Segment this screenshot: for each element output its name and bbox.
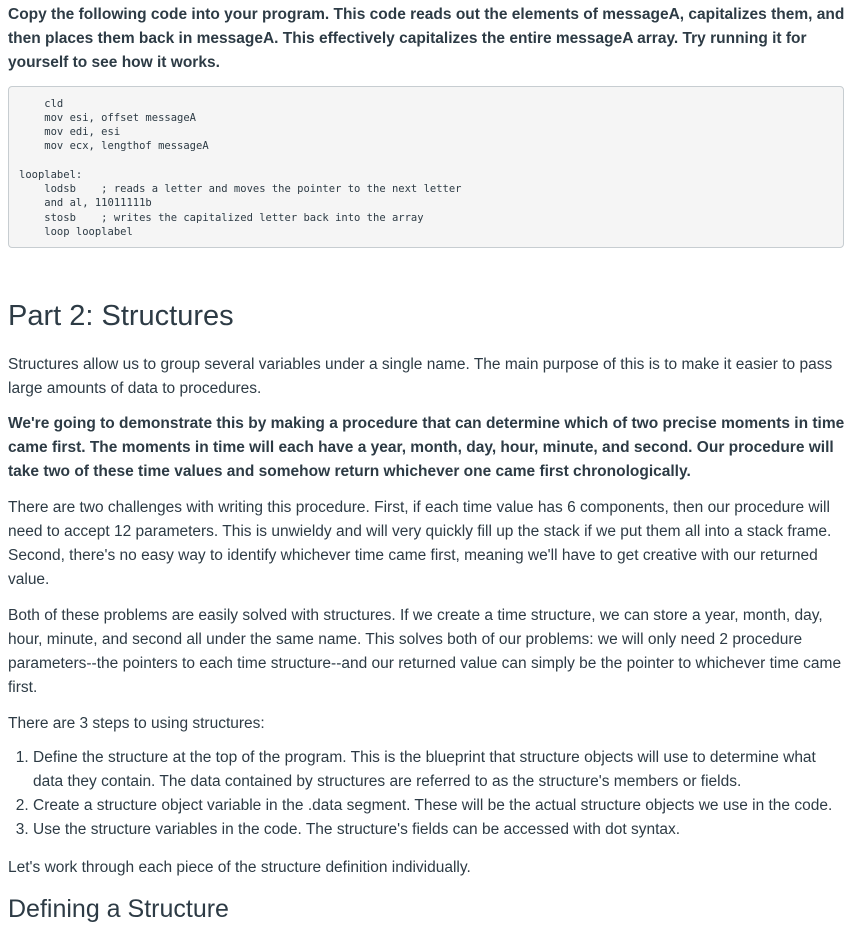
intro-paragraph: Copy the following code into your program. This code reads out the elements of messageA, capitalizes them, and then places them back in messageA. This effectively capitalizes the entire messageA array. Try running it for yourself to see how it works. [8,6,845,71]
steps-list [8,746,848,842]
code-line: mov edi, esi [19,126,121,138]
paragraph-challenges: There are two challenges with writing this procedure. First, if each time value has 6 components, then our procedure will need to accept 12 parameters. This is unwieldy and will very quickly fill up the stack if we put them all into a stack frame. Second, there's no easy way to identify whichever time came first, meaning we'll have to get creative with our returned value. [8,499,832,588]
code-line: lodsb ; reads a letter and moves the pointer to the next letter [19,183,462,195]
code-line: looplabel: [19,169,83,181]
list-item: 1. Define the structure at the top of the program. This is the blueprint that structure objects will use to determine what data they contain. The data contained by structures are referred to as the structure's members or fields. [33,746,848,794]
code-line: cld [19,98,64,110]
code-line: and al, 11011111b [19,197,152,209]
list-item: 3. Use the structure variables in the code. The structure's fields can be accessed with dot syntax. [33,818,848,842]
code-block [8,86,844,248]
code-line: mov esi, offset messageA [19,112,197,124]
page-content [8,0,848,923]
paragraph-steps-intro: There are 3 steps to using structures: [8,715,265,732]
code-line: loop looplabel [19,226,133,238]
list-item: 2. Create a structure object variable in the .data segment. These will be the actual structure objects we use in the code. [33,794,848,818]
paragraph-solution: Both of these problems are easily solved with structures. If we create a time structure, we can store a year, month, day, hour, minute, and second all under the same name. This solves both of our problems: we will only need 2 procedure parameters--the pointers to each time structure--and our returned value can simply be the pointer to whichever time came first. [8,607,842,696]
section-heading-defining-structure: Defining a Structure [8,895,229,923]
code-line: mov ecx, lengthof messageA [19,140,209,152]
code-line: stosb ; writes the capitalized letter back into the array [19,212,424,224]
paragraph-demonstration: We're going to demonstrate this by making a procedure that can determine which of two precise moments in time came first. The moments in time will each have a year, month, day, hour, minute, and second. Our procedure will take two of these time values and somehow return whichever one came first chronologically. [8,415,845,480]
paragraph-structures-intro: Structures allow us to group several variables under a single name. The main purpose of this is to make it easier to pass large amounts of data to procedures. [8,356,833,397]
paragraph-walkthrough: Let's work through each piece of the structure definition individually. [8,859,471,876]
section-heading-part2: Part 2: Structures [8,300,234,332]
